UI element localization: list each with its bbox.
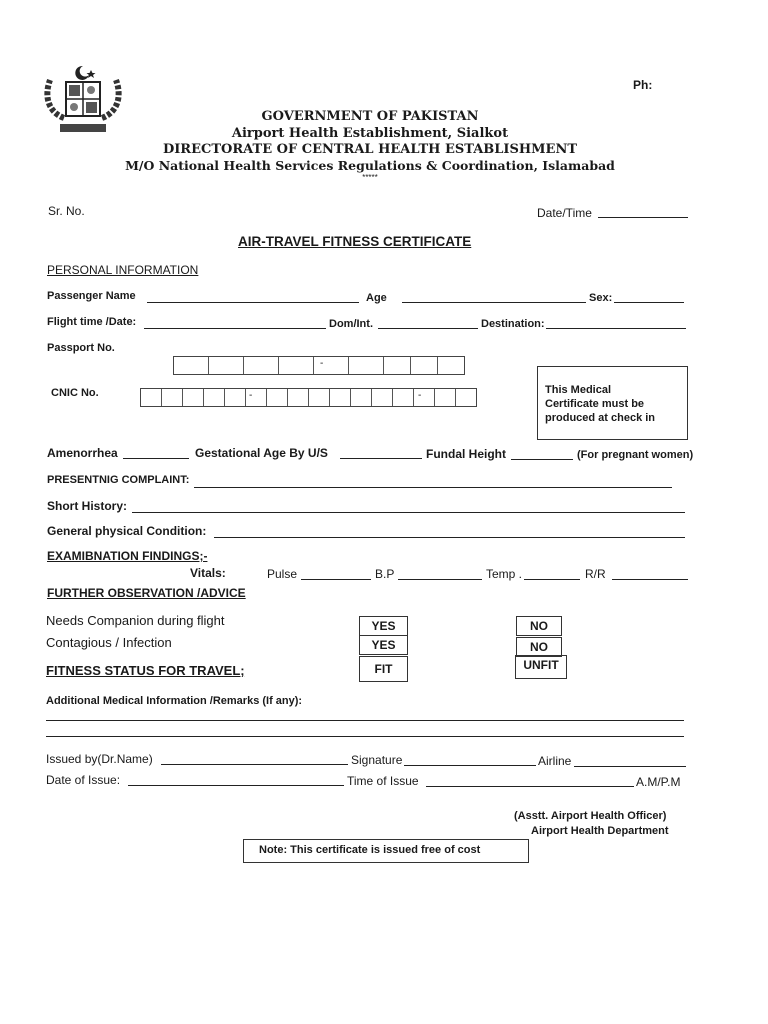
signature-label: Signature xyxy=(351,753,403,767)
dom-int-field[interactable] xyxy=(378,328,478,329)
pulse-field[interactable] xyxy=(301,579,371,580)
passport-number-cells[interactable] xyxy=(173,356,465,375)
header-directorate: DIRECTORATE OF CENTRAL HEALTH ESTABLISHMENT xyxy=(162,142,578,157)
personal-info-heading: PERSONAL INFORMATION xyxy=(47,263,199,277)
examination-findings-heading: EXAMIBNATION FINDINGS;- xyxy=(47,549,208,563)
short-history-field[interactable] xyxy=(132,512,685,513)
header-stars: ***** xyxy=(362,173,378,182)
temp-label: Temp . xyxy=(486,567,523,581)
rr-field[interactable] xyxy=(612,579,688,580)
header-government: GOVERNMENT OF PAKISTAN xyxy=(261,109,479,124)
passport-dash: - xyxy=(320,358,324,369)
gestational-age-label: Gestational Age By U/S xyxy=(195,446,328,460)
am-pm-label: A.M/P.M xyxy=(636,775,681,789)
destination-field[interactable] xyxy=(546,328,686,329)
officer-title: (Asstt. Airport Health Officer) xyxy=(514,810,667,822)
sr-no-label: Sr. No. xyxy=(48,204,85,218)
presenting-complaint-field[interactable] xyxy=(194,487,672,488)
fitness-status-heading: FITNESS STATUS FOR TRAVEL; xyxy=(46,663,245,678)
contagious-no-box[interactable]: NO xyxy=(516,637,562,657)
destination-label: Destination: xyxy=(481,318,545,330)
companion-yes-box[interactable]: YES xyxy=(359,616,408,636)
vitals-label: Vitals: xyxy=(190,566,226,580)
bp-label: B.P xyxy=(375,567,395,581)
notice-line-3: produced at check in xyxy=(545,412,656,424)
pulse-label: Pulse xyxy=(267,567,298,581)
contagious-yes-box[interactable]: YES xyxy=(359,635,408,655)
fit-box[interactable]: FIT xyxy=(359,656,408,682)
rr-label: R/R xyxy=(585,567,606,581)
airline-label: Airline xyxy=(538,754,572,768)
issued-by-label: Issued by(Dr.Name) xyxy=(46,752,153,766)
check-in-notice-box xyxy=(537,366,688,440)
issued-by-field[interactable] xyxy=(161,764,348,765)
passport-label: Passport No. xyxy=(47,342,115,354)
remarks-field-line-1[interactable] xyxy=(46,720,684,721)
date-of-issue-field[interactable] xyxy=(128,785,344,786)
officer-department: Airport Health Department xyxy=(531,825,669,837)
amenorrhea-label: Amenorrhea xyxy=(47,446,118,460)
fundal-height-label: Fundal Height xyxy=(426,447,506,461)
bp-field[interactable] xyxy=(398,579,482,580)
phone-label: Ph: xyxy=(633,78,653,92)
passenger-name-field[interactable] xyxy=(147,302,359,303)
header-establishment: Airport Health Establishment, Sialkot xyxy=(231,126,509,141)
remarks-label: Additional Medical Information /Remarks (If any): xyxy=(46,695,303,707)
sex-label: Sex: xyxy=(589,292,613,304)
notice-line-2: Certificate must be xyxy=(545,398,645,410)
presenting-complaint-label: PRESENTNIG COMPLAINT: xyxy=(47,474,190,486)
airline-field[interactable] xyxy=(574,766,686,767)
header-ministry: M/O National Health Services Regulations & Coordination, Islamabad xyxy=(125,158,615,173)
further-observation-heading: FURTHER OBSERVATION /ADVICE xyxy=(47,586,246,600)
sex-field[interactable] xyxy=(614,302,684,303)
fundal-height-field[interactable] xyxy=(511,459,573,460)
free-of-cost-note-box xyxy=(243,839,529,863)
cnic-dash-1: - xyxy=(249,390,253,401)
companion-no-box[interactable]: NO xyxy=(516,616,562,636)
date-of-issue-label: Date of Issue: xyxy=(46,773,121,787)
remarks-field-line-2[interactable] xyxy=(46,736,684,737)
passenger-name-label: Passenger Name xyxy=(47,290,136,302)
dom-int-label: Dom/Int. xyxy=(329,318,373,330)
date-time-field[interactable] xyxy=(598,217,688,218)
gestational-age-field[interactable] xyxy=(340,458,422,459)
flight-time-label: Flight time /Date: xyxy=(47,316,137,328)
temp-field[interactable] xyxy=(524,579,580,580)
signature-field[interactable] xyxy=(404,765,536,766)
contagious-label: Contagious / Infection xyxy=(46,635,172,650)
time-of-issue-label: Time of Issue xyxy=(347,774,419,788)
short-history-label: Short History: xyxy=(47,499,128,513)
flight-time-field[interactable] xyxy=(144,328,326,329)
certificate-title: AIR-TRAVEL FITNESS CERTIFICATE xyxy=(238,234,472,249)
unfit-box[interactable]: UNFIT xyxy=(515,655,567,679)
physical-condition-field[interactable] xyxy=(214,537,685,538)
physical-condition-label: General physical Condition: xyxy=(47,524,207,538)
pregnant-women-note: (For pregnant women) xyxy=(577,449,694,461)
cnic-dash-2: - xyxy=(418,390,422,401)
cnic-number-cells[interactable] xyxy=(140,388,477,407)
date-time-label: Date/Time xyxy=(537,206,592,220)
notice-line-1: This Medical xyxy=(545,384,612,396)
free-of-cost-note: Note: This certificate is issued free of cost xyxy=(259,844,481,856)
cnic-label: CNIC No. xyxy=(51,387,99,399)
amenorrhea-field[interactable] xyxy=(123,458,189,459)
time-of-issue-field[interactable] xyxy=(426,786,634,787)
age-label: Age xyxy=(366,292,387,304)
age-field[interactable] xyxy=(402,302,586,303)
needs-companion-label: Needs Companion during flight xyxy=(46,613,225,628)
